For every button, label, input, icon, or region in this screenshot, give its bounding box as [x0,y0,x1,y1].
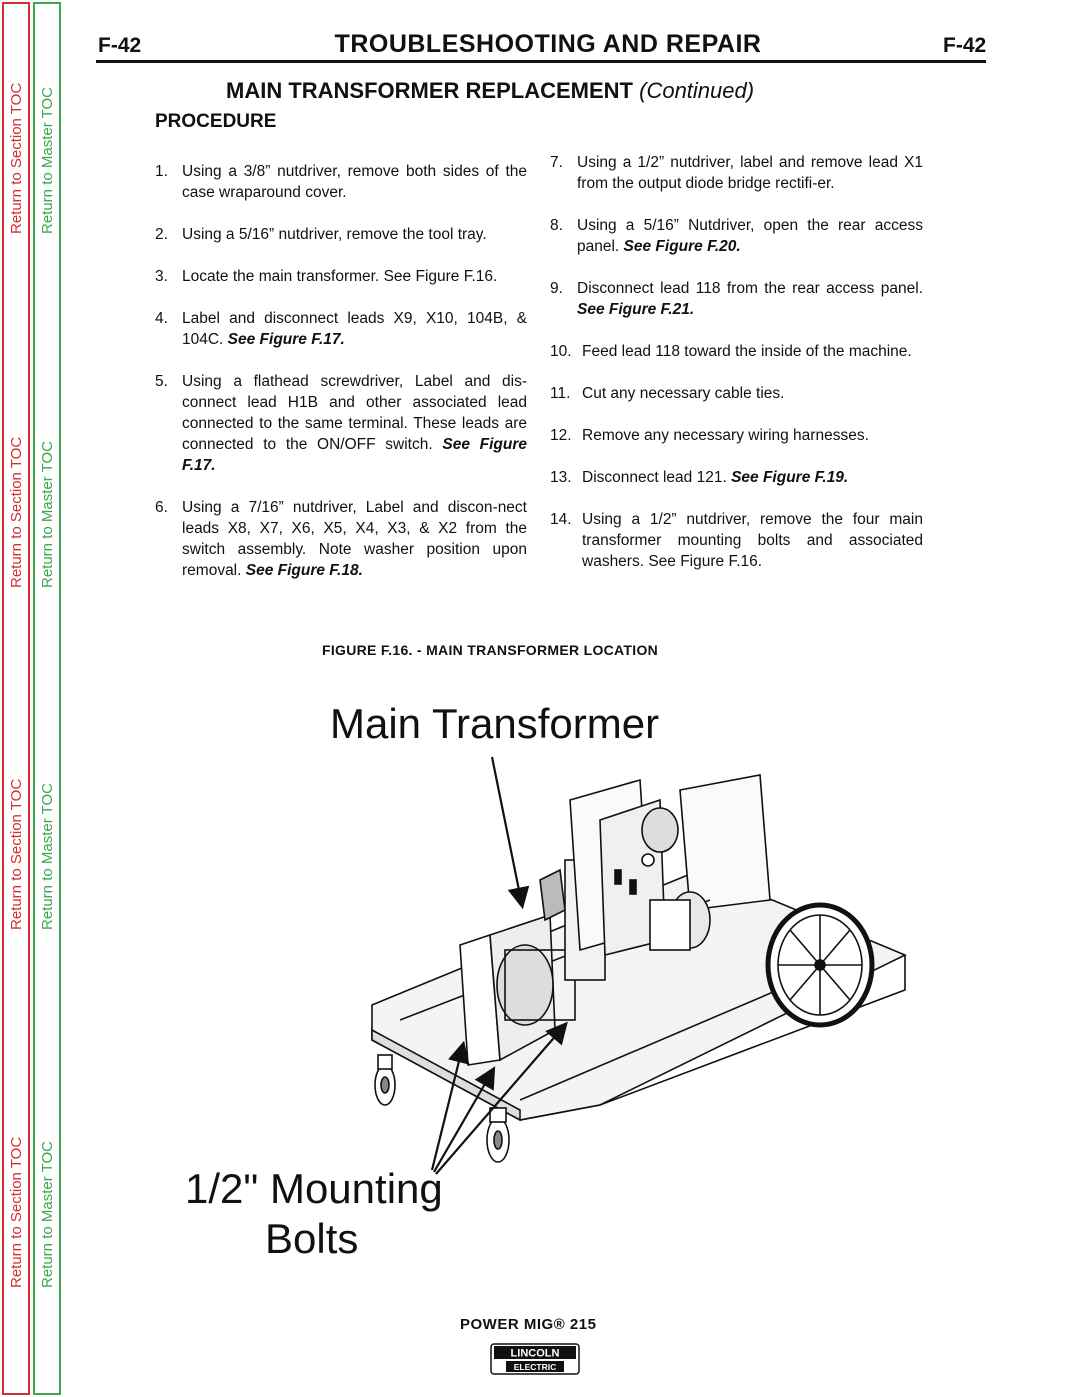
procedure-step [550,509,923,572]
return-to-section-toc-link[interactable]: Return to Section TOC [8,82,25,234]
step-text: Remove any necessary wiring harnesses. [582,427,869,444]
svg-text:LINCOLN: LINCOLN [510,1347,560,1360]
procedure-step [155,224,527,245]
step-text: Label and disconnect leads X9, X10, 104B, & 104C. See Figure F.17. [182,310,527,348]
step-number: 11. [550,385,571,402]
procedure-step [155,497,527,581]
step-number: 14. [550,511,572,528]
step-text: Using a 1/2” nutdriver, remove the four main transformer mounting bolts and associated washers. See Figure F.16. [582,511,923,570]
page-title: TROUBLESHOOTING AND REPAIR [334,30,762,58]
step-number: 3. [155,268,168,285]
figure-reference-link[interactable]: See Figure F.19. [731,469,849,486]
return-to-master-toc-link[interactable]: Return to Master TOC [39,783,56,930]
page-number-left: F-42 [98,34,142,57]
procedure-step [550,425,923,446]
figure-reference-link[interactable]: See Figure F.21. [577,301,695,318]
step-text: Using a 5/16” Nutdriver, open the rear access panel. See Figure F.20. [577,217,923,255]
mounting-bolts-label-line1: 1/2" Mounting [185,1165,443,1212]
step-text: Using a 5/16” nutdriver, remove the tool tray. [182,226,487,243]
step-number: 8. [550,217,563,234]
step-text: Using a 7/16” nutdriver, Label and discon-nect leads X8, X7, X6, X5, X4, X3, & X2 from the switch assembly. Note washer position upon removal. See Figure F.18. [182,499,527,579]
svg-text:ELECTRIC: ELECTRIC [513,1362,557,1372]
return-to-section-toc-link[interactable]: Return to Section TOC [8,1136,25,1288]
return-to-master-toc-link[interactable]: Return to Master TOC [39,87,56,234]
procedure-step [550,383,923,404]
return-to-section-toc-link[interactable]: Return to Section TOC [8,436,25,588]
page-number-right: F-42 [943,34,987,57]
lincoln-electric-logo [490,1343,580,1375]
front-casters [375,1055,509,1162]
callout-arrows [432,757,565,1174]
figure-reference-link[interactable]: See Figure F.20. [623,238,741,255]
procedure-step [155,371,527,476]
procedure-step [155,308,527,350]
procedure-step [550,215,923,257]
section-title-text: MAIN TRANSFORMER REPLACEMENT [226,78,633,103]
step-text: Using a 1/2” nutdriver, label and remove lead X1 from the output diode bridge rectifi-er. [577,154,923,192]
figure-reference-link[interactable]: See Figure F.18. [245,562,363,579]
product-model: POWER MIG® 215 [460,1316,597,1333]
step-text: Using a flathead screwdriver, Label and dis-connect lead H1B and other associated lead connected to the same terminal. These leads are connected to the ON/OFF switch. See Figure F.17. [182,373,527,474]
steps-left-column [155,161,527,602]
step-text: Disconnect lead 121. See Figure F.19. [582,469,849,486]
procedure-step [155,161,527,203]
machine-chassis [372,775,905,1120]
procedure-step [550,278,923,320]
section-title [226,78,754,104]
step-text: Using a 3/8” nutdriver, remove both sides of the case wraparound cover. [182,163,527,201]
step-text: Feed lead 118 toward the inside of the machine. [582,343,912,360]
step-number: 4. [155,310,168,327]
procedure-step [550,467,923,488]
steps-right-column [550,152,923,593]
return-to-master-toc-link[interactable]: Return to Master TOC [39,1141,56,1288]
figure-reference-link[interactable]: See Figure F.17. [182,436,527,474]
procedure-step [550,152,923,194]
step-text: Disconnect lead 118 from the rear access panel. See Figure F.21. [577,280,923,318]
step-text: Cut any necessary cable ties. [582,385,785,402]
step-number: 9. [550,280,563,297]
step-text: Locate the main transformer. See Figure F.16. [182,268,498,285]
step-number: 10. [550,343,572,360]
mounting-bolts-label-line2: Bolts [265,1215,359,1262]
procedure-step [550,341,923,362]
transformer-assembly [460,780,710,1065]
figure-reference-link[interactable]: See Figure F.17. [227,331,345,348]
step-number: 7. [550,154,563,171]
step-number: 6. [155,499,168,516]
procedure-step [155,266,527,287]
figure-caption: FIGURE F.16. - MAIN TRANSFORMER LOCATION [322,642,659,658]
return-to-section-toc-link[interactable]: Return to Section TOC [8,778,25,930]
master-toc-strip [33,2,61,1395]
header-rule [96,60,986,63]
step-number: 12. [550,427,572,444]
section-continued: (Continued) [639,78,755,103]
step-number: 5. [155,373,168,390]
step-number: 2. [155,226,168,243]
procedure-heading: PROCEDURE [155,111,277,132]
main-transformer-label: Main Transformer [330,700,660,747]
return-to-master-toc-link[interactable]: Return to Master TOC [39,441,56,588]
step-number: 13. [550,469,572,486]
section-toc-strip [2,2,30,1395]
step-number: 1. [155,163,168,180]
rear-wheel [768,905,872,1025]
